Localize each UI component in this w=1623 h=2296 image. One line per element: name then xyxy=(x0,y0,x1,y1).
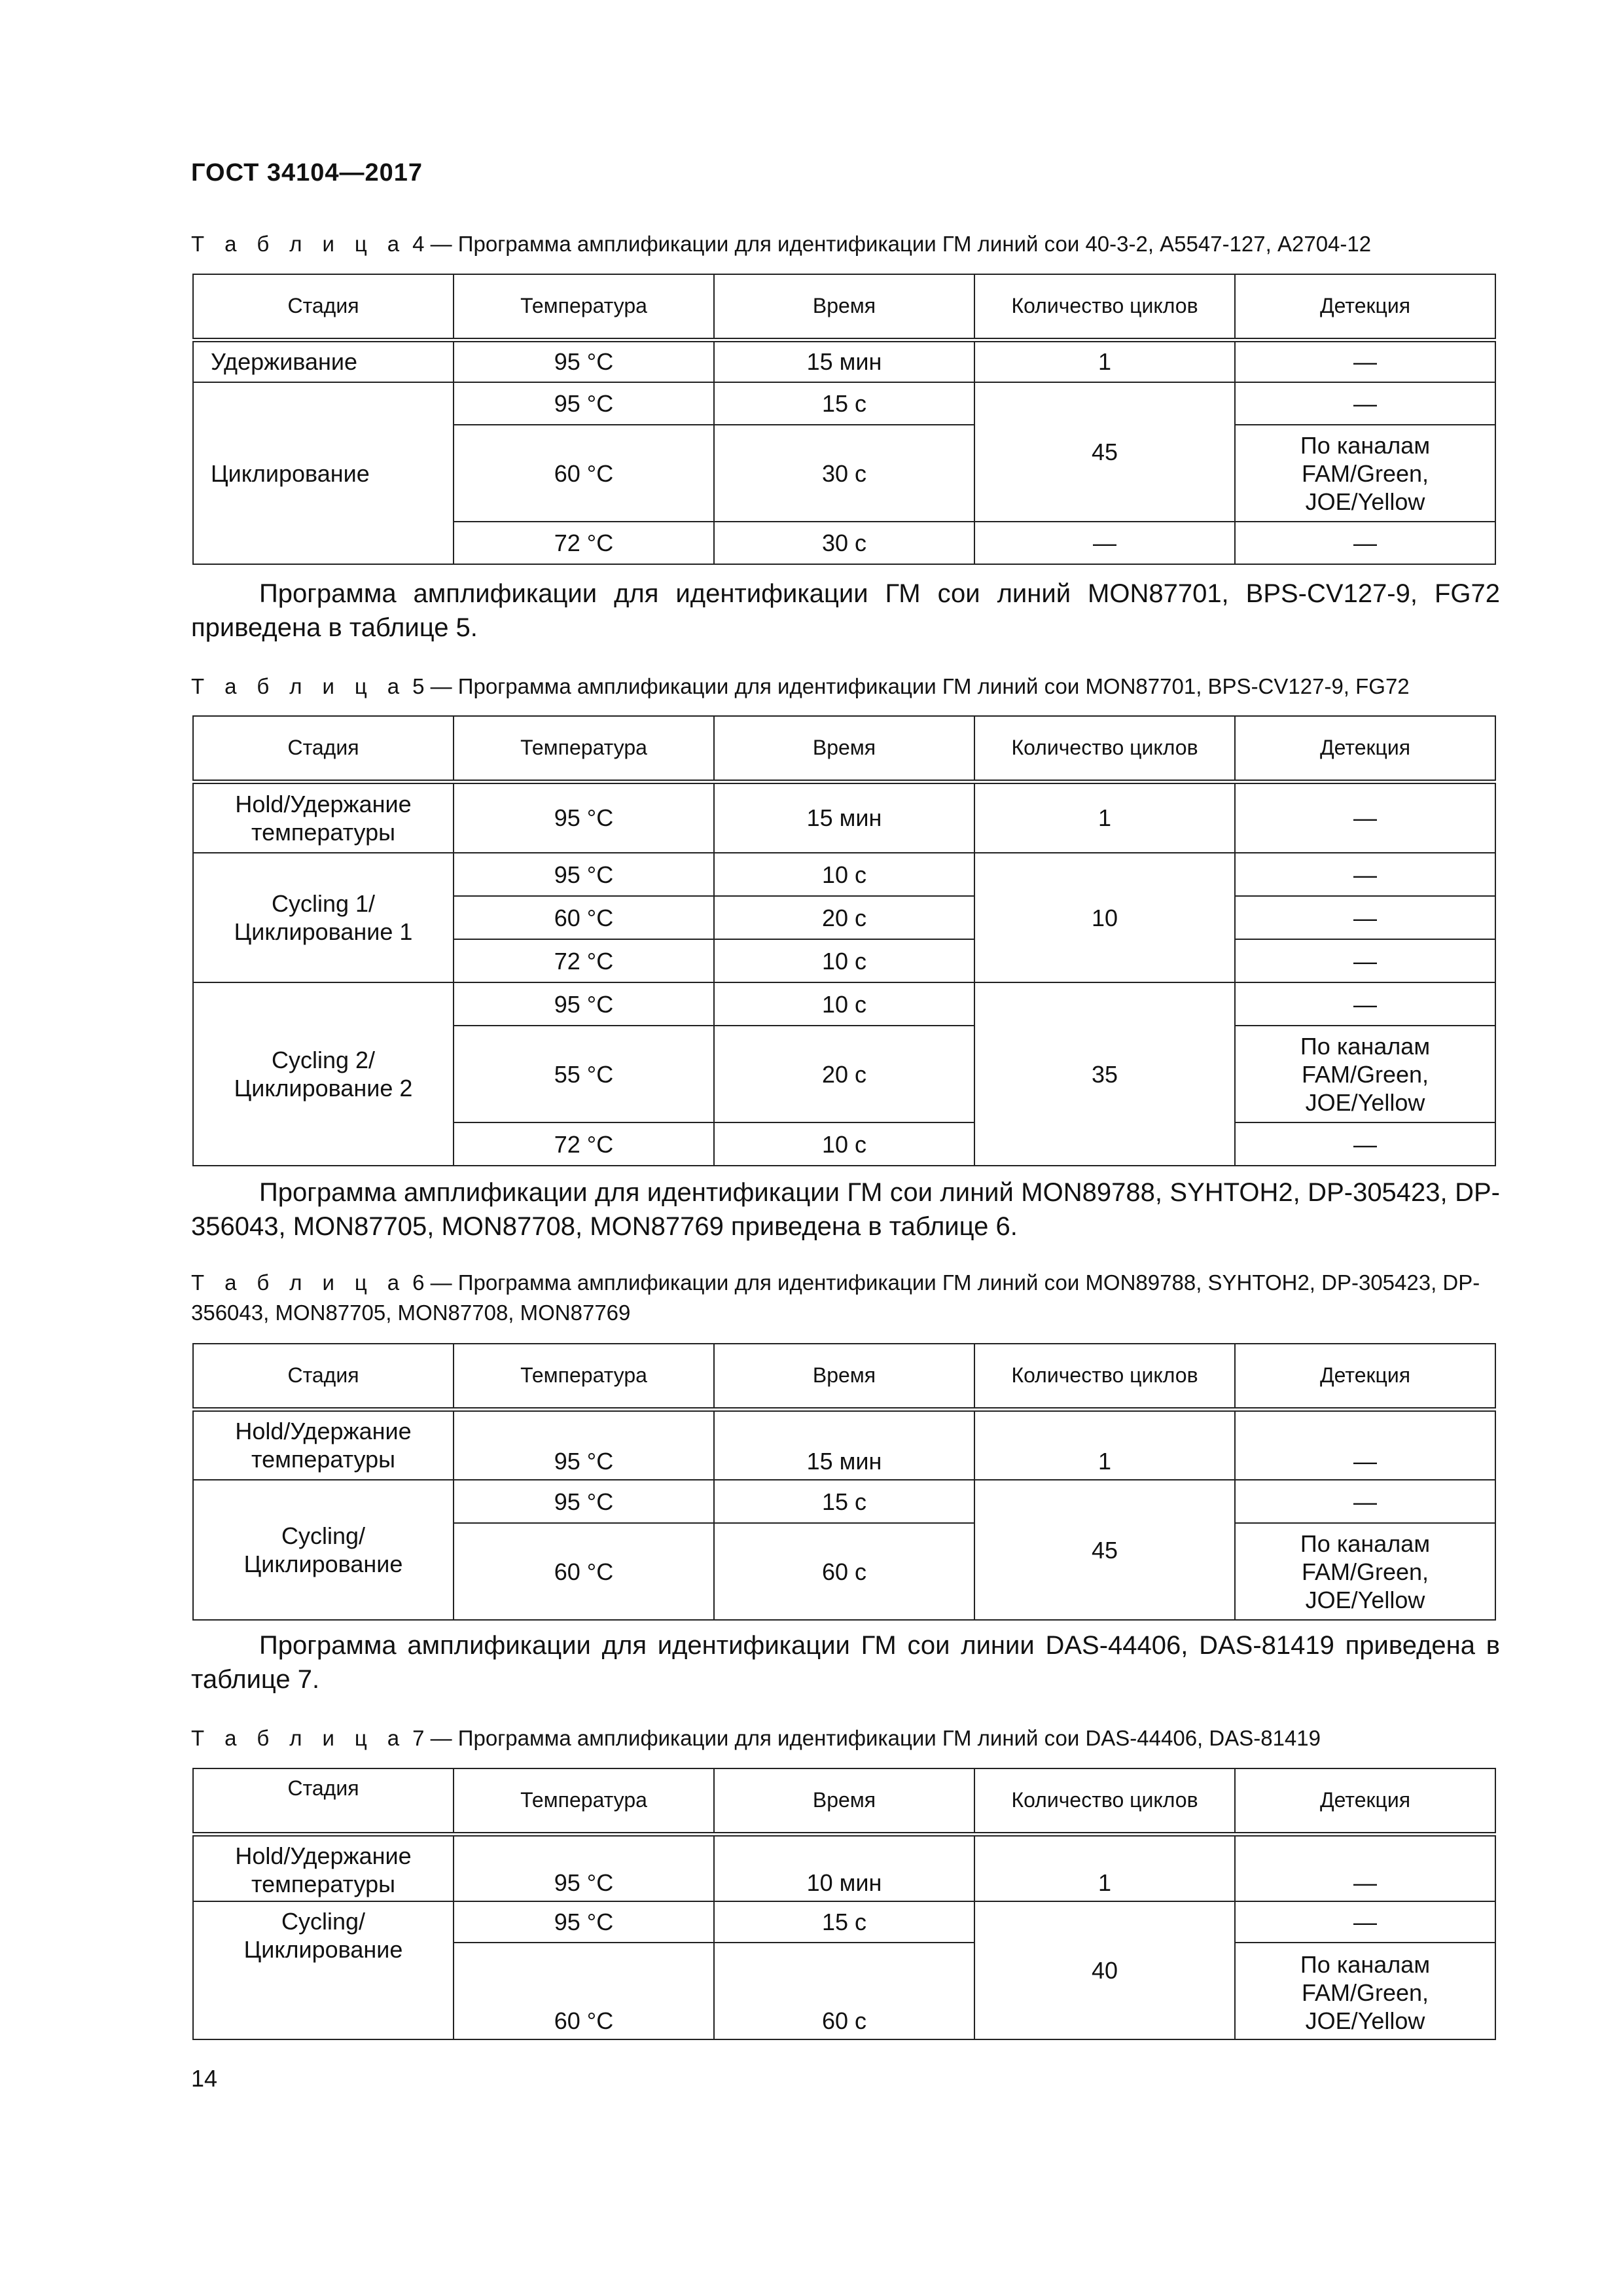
cycles-cell: 1 xyxy=(974,1834,1235,1901)
time-cell: 60 с xyxy=(714,1943,974,2039)
temperature-cell: 95 °С xyxy=(454,982,714,1026)
time-cell: 15 с xyxy=(714,1901,974,1943)
paragraph-2-text: Программа амплификации для идентификации ГМ сои линий MON89788, SYHTOH2, DP-305423, DP-356043, MON87705, MON87708, MON87769 приведена в таблице 6. xyxy=(191,1178,1500,1241)
temperature-cell: 72 °С xyxy=(454,1122,714,1166)
time-cell: 10 с xyxy=(714,939,974,982)
table6-caption xyxy=(191,1268,1500,1328)
col-temperature-header: Температура xyxy=(454,716,714,781)
cycles-cell: 1 xyxy=(974,340,1235,382)
table4-caption xyxy=(191,229,1500,259)
time-cell: 15 мин xyxy=(714,1409,974,1480)
temperature-cell: 95 °С xyxy=(454,1409,714,1480)
stage-cell: Hold/Удержание температуры xyxy=(193,1409,454,1480)
time-cell: 15 с xyxy=(714,382,974,425)
col-time-header: Время xyxy=(714,1344,974,1409)
table7-caption-label: Т а б л и ц а xyxy=(191,1726,406,1750)
detection-cell: — xyxy=(1235,853,1495,896)
cycles-cell: 35 xyxy=(974,982,1235,1166)
stage-cell: Cycling 2/ Циклирование 2 xyxy=(193,982,454,1166)
col-temperature-header: Температура xyxy=(454,1768,714,1834)
col-cycles-header: Количество циклов xyxy=(974,1768,1235,1834)
time-cell: 10 мин xyxy=(714,1834,974,1901)
temperature-cell: 95 °С xyxy=(454,1834,714,1901)
time-cell: 10 с xyxy=(714,1122,974,1166)
cycles-cell: 10 xyxy=(974,853,1235,982)
col-temperature-header: Температура xyxy=(454,274,714,340)
col-time-header: Время xyxy=(714,274,974,340)
table4-caption-label: Т а б л и ц а xyxy=(191,232,406,256)
cycles-cell: — xyxy=(974,522,1235,564)
time-cell: 10 с xyxy=(714,853,974,896)
detection-cell: По каналам FAM/Green, JOE/Yellow xyxy=(1235,1026,1495,1122)
paragraph-3 xyxy=(191,1628,1500,1696)
detection-cell: — xyxy=(1235,522,1495,564)
time-cell: 20 с xyxy=(714,1026,974,1122)
table4 xyxy=(192,274,1496,565)
col-cycles-header: Количество циклов xyxy=(974,1344,1235,1409)
table6-caption-text: 6 — Программа амплификации для идентификации ГМ линий сои MON89788, SYHTOH2, DP-305423, DP-356043, MON87705, MON87708, MON87769 xyxy=(191,1270,1480,1325)
detection-cell: — xyxy=(1235,939,1495,982)
table4-caption-text: 4 — Программа амплификации для идентификации ГМ линий сои 40-3-2, А5547-127, А2704-12 xyxy=(406,232,1372,256)
stage-cell: Cycling/ Циклирование xyxy=(193,1480,454,1620)
page-number: 14 xyxy=(191,2065,218,2092)
table5-caption xyxy=(191,672,1500,702)
detection-cell: — xyxy=(1235,781,1495,853)
table5-caption-text: 5 — Программа амплификации для идентификации ГМ линий сои MON87701, BPS-CV127-9, FG72 xyxy=(406,674,1410,698)
cycles-cell: 45 xyxy=(974,382,1235,522)
col-temperature-header: Температура xyxy=(454,1344,714,1409)
stage-cell: Циклирование xyxy=(193,382,454,564)
temperature-cell: 72 °С xyxy=(454,939,714,982)
temperature-cell: 95 °С xyxy=(454,781,714,853)
time-cell: 15 мин xyxy=(714,781,974,853)
table5 xyxy=(192,715,1496,1166)
col-time-header: Время xyxy=(714,716,974,781)
table6-caption-label: Т а б л и ц а xyxy=(191,1270,406,1295)
paragraph-1-text: Программа амплификации для идентификации ГМ сои линий MON87701, BPS-CV127-9, FG72 приведена в таблице 5. xyxy=(191,579,1500,642)
col-time-header: Время xyxy=(714,1768,974,1834)
col-detection-header: Детекция xyxy=(1235,1344,1495,1409)
stage-cell: Hold/Удержание температуры xyxy=(193,1834,454,1901)
table7-caption-text: 7 — Программа амплификации для идентификации ГМ линий сои DAS-44406, DAS-81419 xyxy=(406,1726,1321,1750)
col-stage-header: Стадия xyxy=(193,716,454,781)
time-cell: 15 с xyxy=(714,1480,974,1523)
detection-cell: — xyxy=(1235,1122,1495,1166)
cycles-cell: 1 xyxy=(974,1409,1235,1480)
temperature-cell: 55 °С xyxy=(454,1026,714,1122)
detection-cell: — xyxy=(1235,1409,1495,1480)
stage-cell: Удерживание xyxy=(193,340,454,382)
col-detection-header: Детекция xyxy=(1235,274,1495,340)
temperature-cell: 95 °С xyxy=(454,382,714,425)
time-cell: 30 с xyxy=(714,522,974,564)
detection-cell: По каналам FAM/Green, JOE/Yellow xyxy=(1235,1523,1495,1620)
time-cell: 60 с xyxy=(714,1523,974,1620)
temperature-cell: 60 °С xyxy=(454,425,714,522)
detection-cell: — xyxy=(1235,1834,1495,1901)
col-detection-header: Детекция xyxy=(1235,1768,1495,1834)
col-detection-header: Детекция xyxy=(1235,716,1495,781)
detection-cell: — xyxy=(1235,382,1495,425)
temperature-cell: 60 °С xyxy=(454,896,714,939)
stage-cell: Hold/Удержание температуры xyxy=(193,781,454,853)
temperature-cell: 95 °С xyxy=(454,1901,714,1943)
detection-cell: По каналам FAM/Green, JOE/Yellow xyxy=(1235,1943,1495,2039)
time-cell: 15 мин xyxy=(714,340,974,382)
stage-cell: Cycling 1/ Циклирование 1 xyxy=(193,853,454,982)
paragraph-1 xyxy=(191,577,1500,645)
detection-cell: — xyxy=(1235,982,1495,1026)
time-cell: 10 с xyxy=(714,982,974,1026)
col-stage-header: Стадия xyxy=(193,274,454,340)
table7-caption xyxy=(191,1723,1500,1753)
time-cell: 20 с xyxy=(714,896,974,939)
detection-cell: — xyxy=(1235,1480,1495,1523)
temperature-cell: 60 °С xyxy=(454,1523,714,1620)
col-stage-header: Стадия xyxy=(193,1768,454,1834)
cycles-cell: 40 xyxy=(974,1901,1235,2039)
cycles-cell: 1 xyxy=(974,781,1235,853)
table5-caption-label: Т а б л и ц а xyxy=(191,674,406,698)
temperature-cell: 95 °С xyxy=(454,340,714,382)
standard-header: ГОСТ 34104—2017 xyxy=(191,159,423,187)
col-stage-header: Стадия xyxy=(193,1344,454,1409)
paragraph-3-text: Программа амплификации для идентификации ГМ сои линии DAS-44406, DAS-81419 приведена в таблице 7. xyxy=(191,1631,1500,1694)
time-cell: 30 с xyxy=(714,425,974,522)
stage-cell: Cycling/ Циклирование xyxy=(193,1901,454,2039)
detection-cell: По каналам FAM/Green, JOE/Yellow xyxy=(1235,425,1495,522)
temperature-cell: 95 °С xyxy=(454,1480,714,1523)
col-cycles-header: Количество циклов xyxy=(974,274,1235,340)
col-cycles-header: Количество циклов xyxy=(974,716,1235,781)
detection-cell: — xyxy=(1235,340,1495,382)
temperature-cell: 60 °С xyxy=(454,1943,714,2039)
detection-cell: — xyxy=(1235,1901,1495,1943)
cycles-cell: 45 xyxy=(974,1480,1235,1620)
table6 xyxy=(192,1343,1496,1621)
temperature-cell: 72 °С xyxy=(454,522,714,564)
detection-cell: — xyxy=(1235,896,1495,939)
paragraph-2 xyxy=(191,1175,1500,1244)
table7 xyxy=(192,1768,1496,2040)
temperature-cell: 95 °С xyxy=(454,853,714,896)
